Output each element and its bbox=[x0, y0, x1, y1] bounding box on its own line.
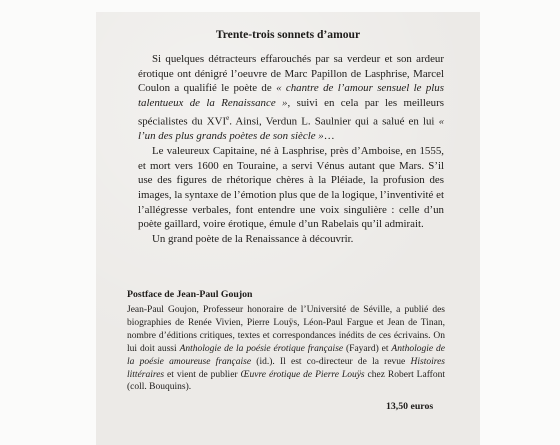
century-numeral: XVI bbox=[206, 115, 227, 128]
blurb-paragraph-1 bbox=[138, 52, 444, 144]
book-title: Trente-trois sonnets d’amour bbox=[215, 28, 361, 41]
blurb-paragraph-2: Le valeureux Capitaine, né à Lasphrise, près d’Amboise, en 1555, et mort vers 1600 en Touraine, a servi Vénus autant que Mars. S’il use des figures de rhétorique chères à la Pléiade, la profusion des images, la syntaxe de l’émotion plus que de la logique, l’inventivité et l’allégresse verbales, font entendre une voix singulière : celle d’un poète gaillard, voire érotique, émule d’un Rabelais qu’il admirait. bbox=[138, 144, 444, 231]
book-title-oeuvre-erotique: Œuvre érotique de Pierre Louÿs bbox=[240, 369, 365, 380]
blurb-text: … bbox=[323, 130, 335, 143]
price: 13,50 euros bbox=[386, 401, 434, 412]
quote-saulnier: « l’un des plus grands poètes de son siècle » bbox=[138, 115, 445, 143]
blurb bbox=[138, 52, 444, 247]
book-title-anthologie-amoureuse: Anthologie de la poésie amoureuse française bbox=[127, 343, 445, 367]
bio-text: Jean-Paul Goujon, Professeur honoraire de l’Université de Séville, a publié des biographies de Renée Vivien, Pierre Louÿs, Léon-Paul Fargue et Jean de Tinan, nombre d’éditions critiques, textes et correspondances inédits de ces écrivains. On lui doit aussi bbox=[127, 305, 445, 354]
journal-title: Histoires littéraires bbox=[127, 356, 445, 380]
quote-coulon: « chantre de l’amour sensuel le plus talentueux de la Renaissance » bbox=[138, 82, 444, 110]
bio-text: et vient de publier bbox=[164, 369, 241, 380]
blurb-text: . Ainsi, Verdun L. Saulnier qui a salué en lui bbox=[229, 115, 439, 128]
bio-text: chez Robert Laffont (coll. Bouquins). bbox=[127, 369, 445, 393]
blurb-text: , suivi en cela par les meilleurs spécialistes du bbox=[138, 97, 444, 128]
blurb-paragraph-3: Un grand poète de la Renaissance à découvrir. bbox=[152, 233, 354, 246]
author-bio bbox=[127, 304, 445, 394]
blurb-text: Si quelques détracteurs effarouchés par sa verdeur et son ardeur érotique ont dénigré l’oeuvre de Marc Papillon de Lasphrise, Marcel Coulon a qualifié le poète de bbox=[138, 53, 444, 95]
postface-heading: Postface de Jean-Paul Goujon bbox=[127, 289, 253, 300]
book-title-anthologie-erotique: Anthologie de la poésie érotique française bbox=[179, 343, 344, 354]
bio-text: (id.). Il est co-directeur de la revue bbox=[251, 356, 411, 367]
bio-paragraph bbox=[127, 304, 445, 394]
bio-text: (Fayard) et bbox=[343, 343, 392, 354]
century-suffix: e bbox=[226, 113, 230, 122]
